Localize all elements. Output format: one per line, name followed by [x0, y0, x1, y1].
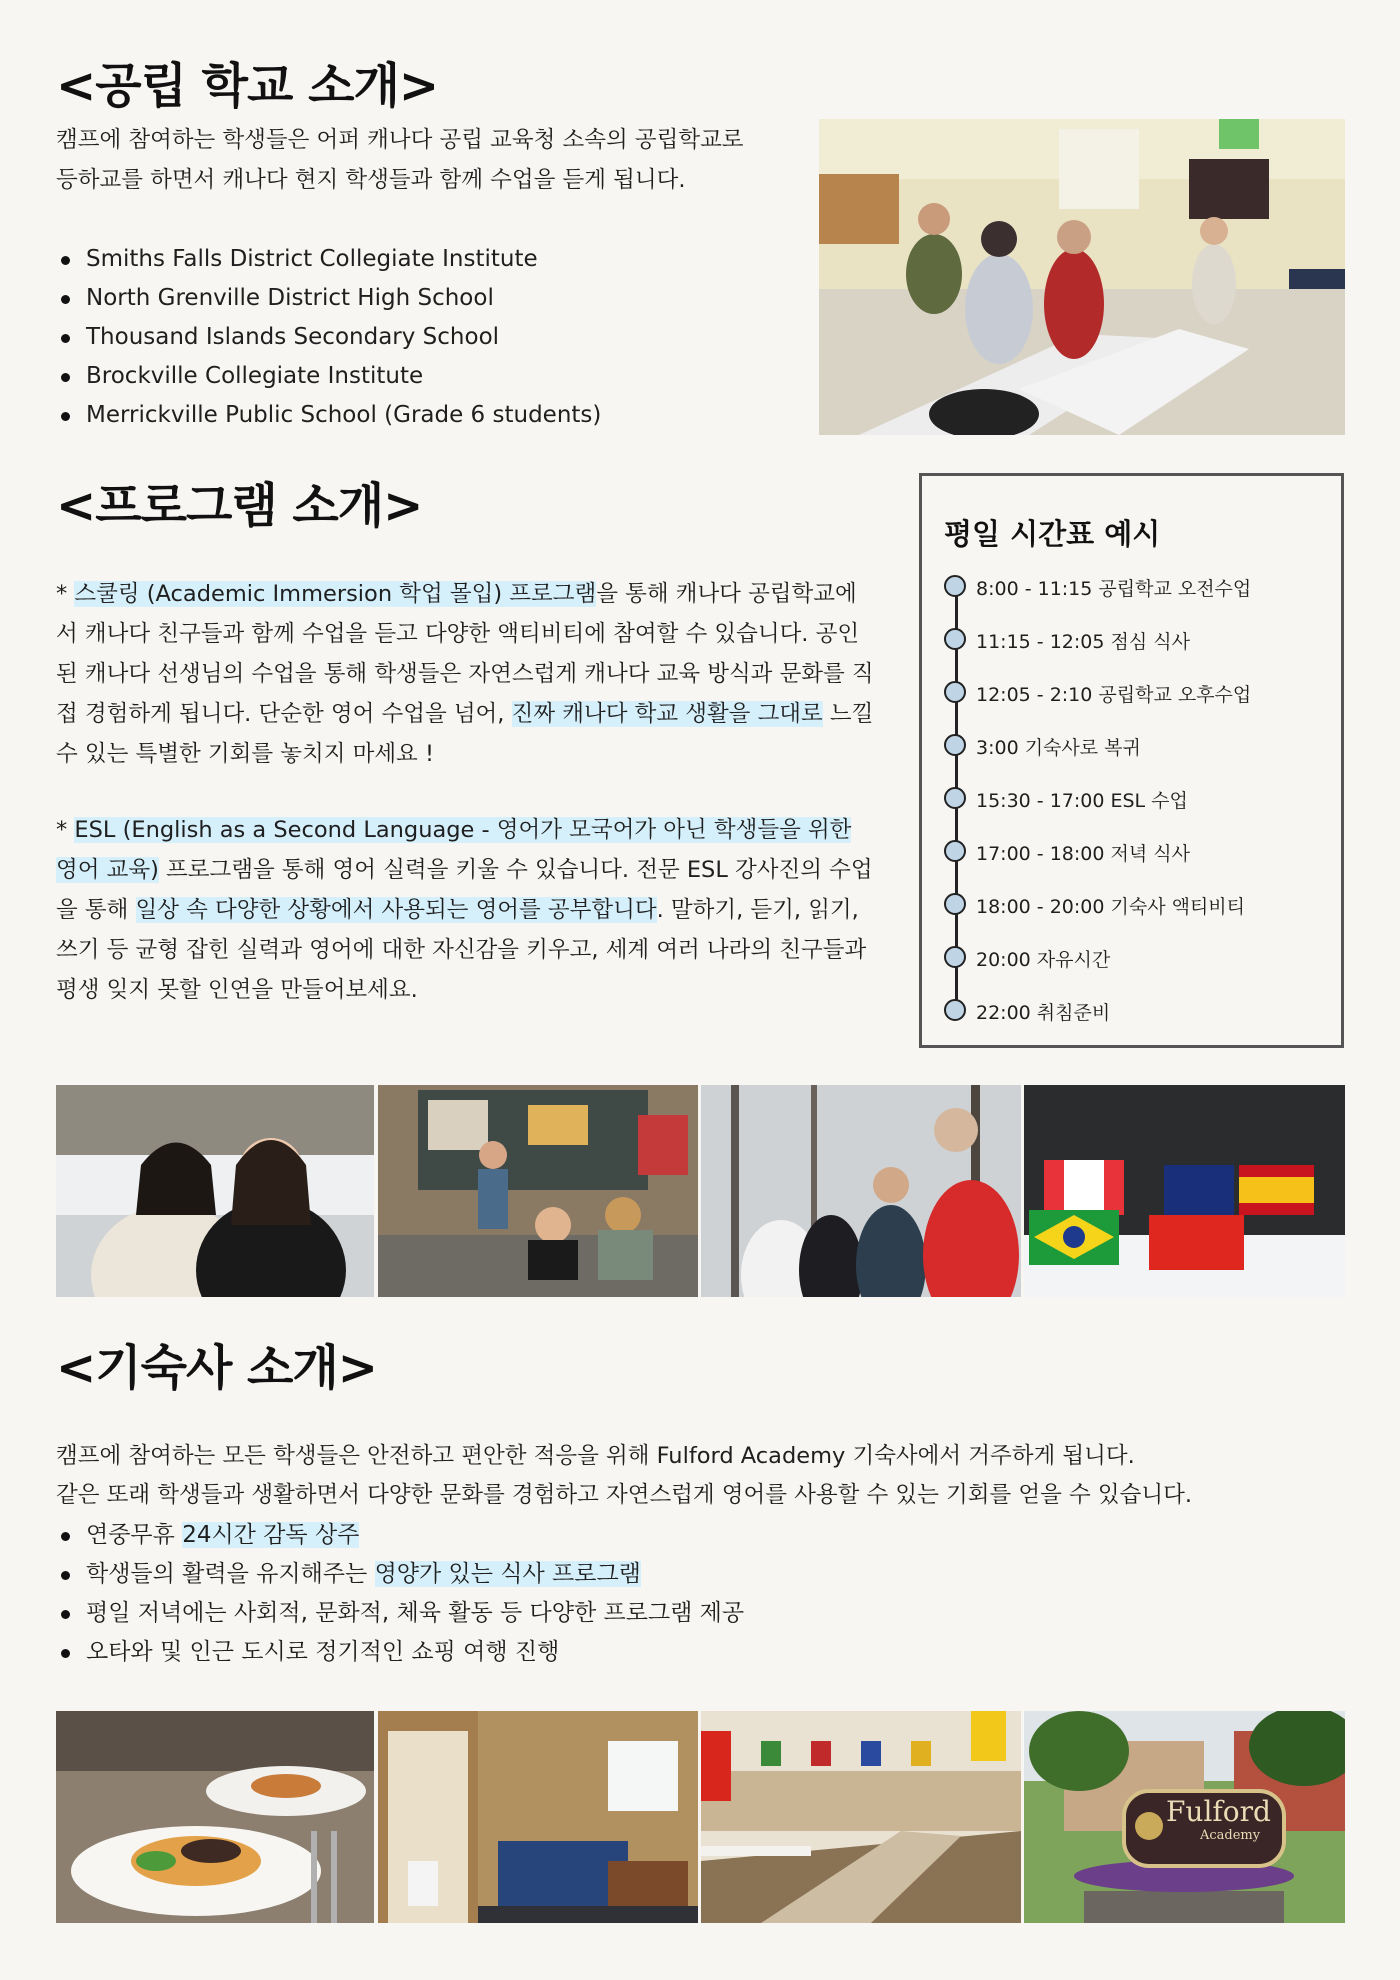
- timeline-dot-icon: [944, 840, 966, 862]
- program-esl-paragraph: [56, 810, 874, 1010]
- fulford-sign-subtext: Academy: [1200, 1828, 1261, 1843]
- dorm-room-photo: [378, 1711, 698, 1923]
- bullet-text: 평일 저녁에는 사회적, 문화적, 체육 활동 등 다양한 프로그램 제공: [86, 1600, 745, 1626]
- students-flags-photo: [1024, 1085, 1345, 1297]
- paragraph-prefix: *: [56, 581, 75, 607]
- fulford-sign-photo: [1024, 1711, 1345, 1923]
- list-item: [56, 1555, 744, 1594]
- schedule-item-label: 17:00 - 18:00 저녁 식사: [976, 843, 1190, 865]
- highlight-text: 영양가 있는 식사 프로그램: [374, 1561, 641, 1587]
- list-item: Smiths Falls District Collegiate Institute: [56, 240, 601, 279]
- students-snow-photo: [56, 1085, 374, 1297]
- bullet-text: 연중무휴: [86, 1522, 183, 1548]
- fulford-sign-text: Fulford: [1166, 1795, 1271, 1828]
- bullet-text: 학생들의 활력을 유지해주는: [86, 1561, 375, 1587]
- list-item: [56, 1516, 744, 1555]
- list-item: North Grenville District High School: [56, 279, 601, 318]
- highlight-text: 24시간 감독 상주: [182, 1522, 360, 1548]
- meal-photo: [56, 1711, 374, 1923]
- list-item: Brockville Collegiate Institute: [56, 357, 601, 396]
- timeline-dot-icon: [944, 628, 966, 650]
- paragraph-text: 을 통해 캐나다 공립학교에서 캐나다 친구들과 함께 수업을 듣고 다양한 액티비티에 참여할 수 있습니다. 공인된 캐나다 선생님의 수업을 통해 학생들은 자연스럽게 캐나다 교육 방식과 문화를 직접 경험하게 됩니다. 단순한 영어 수업을 넘어,: [56, 581, 874, 727]
- timeline-dot-icon: [944, 999, 966, 1021]
- schedule-item-label: 8:00 - 11:15 공립학교 오전수업: [976, 578, 1252, 600]
- dormitory-features: [56, 1516, 744, 1672]
- school-list: [56, 240, 601, 435]
- dining-hall-photo: [701, 1711, 1021, 1923]
- list-item: [56, 1633, 744, 1672]
- paragraph-text: 프로그램을 통해 영어 실력을 키울 수 있습니다. 전문 ESL 강사진의 수업을 통해: [56, 857, 873, 923]
- schedule-item-label: 15:30 - 17:00 ESL 수업: [976, 790, 1188, 812]
- list-item: Thousand Islands Secondary School: [56, 318, 601, 357]
- intro-line-2: 등하교를 하면서 캐나다 현지 학생들과 함께 수업을 듣게 됩니다.: [56, 167, 686, 193]
- timeline-dot-icon: [944, 734, 966, 756]
- schedule-title: 평일 시간표 예시: [944, 517, 1161, 551]
- schedule-item-label: 18:00 - 20:00 기숙사 액티비티: [976, 896, 1246, 918]
- intro-line-1: 캠프에 참여하는 학생들은 어퍼 캐나다 공립 교육청 소속의 공립학교로: [56, 127, 744, 153]
- students-forest-photo: [701, 1085, 1021, 1297]
- highlight-text: 진짜 캐나다 학교 생활을 그대로: [511, 701, 823, 727]
- list-item: Merrickville Public School (Grade 6 students): [56, 396, 601, 435]
- section-title-dormitory: <기숙사 소개>: [56, 1340, 377, 1396]
- classroom-photo: [819, 119, 1345, 435]
- timeline-dot-icon: [944, 893, 966, 915]
- public-school-intro: [56, 120, 776, 200]
- list-item: [56, 1594, 744, 1633]
- schedule-box: [919, 473, 1344, 1048]
- dormitory-intro: [56, 1437, 1336, 1515]
- dormitory-intro-line-2: 같은 또래 학생들과 생활하면서 다양한 문화를 경험하고 자연스럽게 영어를 사용할 수 있는 기회를 얻을 수 있습니다.: [56, 1482, 1192, 1508]
- highlight-text: 일상 속 다양한 상황에서 사용되는 영어를 공부합니다: [135, 897, 657, 923]
- schedule-item-label: 12:05 - 2:10 공립학교 오후수업: [976, 684, 1252, 706]
- paragraph-text: 느낄 수 있는 특별한 기회를 놓치지 마세요 !: [56, 701, 874, 767]
- schedule-item-label: 20:00 자유시간: [976, 949, 1111, 971]
- timeline-dot-icon: [944, 946, 966, 968]
- bullet-text: 오타와 및 인근 도시로 정기적인 쇼핑 여행 진행: [86, 1639, 560, 1665]
- highlight-text: ESL (English as a Second Language - 영어가 모국어가 아닌 학생들을 위한 영어 교육): [56, 817, 852, 883]
- schedule-item-label: 3:00 기숙사로 복귀: [976, 737, 1141, 759]
- classroom-students-photo: [378, 1085, 698, 1297]
- schedule-item-label: 11:15 - 12:05 점심 식사: [976, 631, 1190, 653]
- section-title-program: <프로그램 소개>: [56, 478, 423, 534]
- timeline-dot-icon: [944, 681, 966, 703]
- paragraph-prefix: *: [56, 817, 75, 843]
- paragraph-text: . 말하기, 듣기, 읽기, 쓰기 등 균형 잡힌 실력과 영어에 대한 자신감을 키우고, 세계 여러 나라의 친구들과 평생 잊지 못할 인연을 만들어보세요.: [56, 897, 867, 1003]
- timeline-dot-icon: [944, 575, 966, 597]
- timeline-dot-icon: [944, 787, 966, 809]
- schedule-item-label: 22:00 취침준비: [976, 1002, 1111, 1024]
- section-title-public-school: <공립 학교 소개>: [56, 58, 439, 114]
- highlight-text: 스쿨링 (Academic Immersion 학업 몰입) 프로그램: [74, 581, 597, 607]
- dormitory-intro-line-1: 캠프에 참여하는 모든 학생들은 안전하고 편안한 적응을 위해 Fulford Academy 기숙사에서 거주하게 됩니다.: [56, 1443, 1135, 1469]
- program-schooling-paragraph: [56, 574, 874, 774]
